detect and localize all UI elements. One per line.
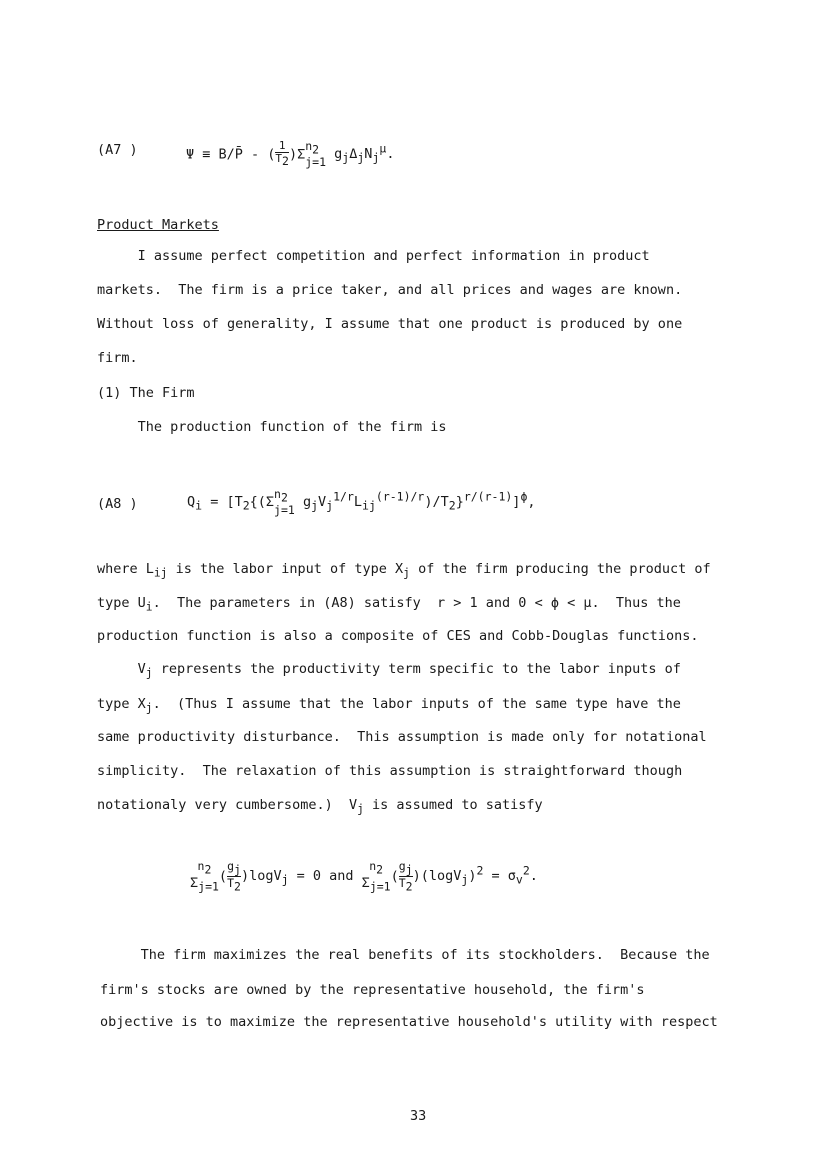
paragraph-line: Without loss of generality, I assume that one product is produced by one: [97, 316, 683, 332]
paragraph-line: production function is also a composite of CES and Cobb-Douglas functions.: [97, 628, 699, 644]
paragraph-line: simplicity. The relaxation of this assumption is straightforward though: [97, 763, 683, 779]
paragraph-line: type $U_i$. The parameters in (A8) satisfy r > 1 and 0 < ϕ < μ. Thus the: [97, 595, 681, 614]
equation-a7: Ψ ≡ B/P̄ - ( $\frac{1}{T_2}$ )Σ $n_2$ j=1 $g_j\Delta_jN_j^\mu$.: [186, 139, 395, 169]
paragraph-line: where $L_{ij}$ is the labor input of type $X_j$ of the firm producing the product of: [97, 561, 711, 580]
paragraph-line: same productivity disturbance. This assumption is made only for notational: [97, 729, 707, 745]
paragraph-line: The production function of the firm is: [97, 419, 447, 435]
paragraph-line: notationaly very cumbersome.) $V_j$ is assumed to satisfy: [97, 797, 543, 816]
equation-a8: $Q_i = [T_2\{(\Sigma$ $n_2$ j=1 $g_jV_j^{1/r}L_{ij}^{(r-1)/r})/T_2\}^{r/(r-1)}]^\phi$,: [187, 487, 536, 517]
paragraph-line: type $X_j$. (Thus I assume that the labor inputs of the same type have the: [97, 696, 681, 715]
paragraph-line: firm.: [97, 350, 138, 366]
paragraph-line: The firm maximizes the real benefits of its stockholders. Because the: [100, 947, 710, 963]
equation-label-a7: (A7 ): [97, 142, 138, 158]
paragraph-line: I assume perfect competition and perfect information in product: [97, 248, 650, 264]
paragraph-line: $V_j$ represents the productivity term specific to the labor inputs of: [97, 661, 681, 680]
paragraph-line: firm's stocks are owned by the representative household, the firm's: [100, 982, 645, 998]
section-title: Product Markets: [97, 217, 219, 233]
subsection-title: (1) The Firm: [97, 385, 195, 401]
equation-v-constraints: $n_2$ $\Sigma_{j=1}$ ( $\frac{g_j}{T_2}$ )logV$_j$ = 0 and $n_2$ $\Sigma_{j=1}$ ( $\frac{g_j}{T_2}$ )$(\log V_j)^2 = \sigma_v^2$.: [190, 859, 538, 894]
page-number: 33: [410, 1108, 427, 1124]
paragraph-line: objective is to maximize the representative household's utility with respect: [100, 1014, 718, 1030]
equation-label-a8: (A8 ): [97, 496, 138, 512]
paragraph-line: markets. The firm is a price taker, and all prices and wages are known.: [97, 282, 683, 298]
